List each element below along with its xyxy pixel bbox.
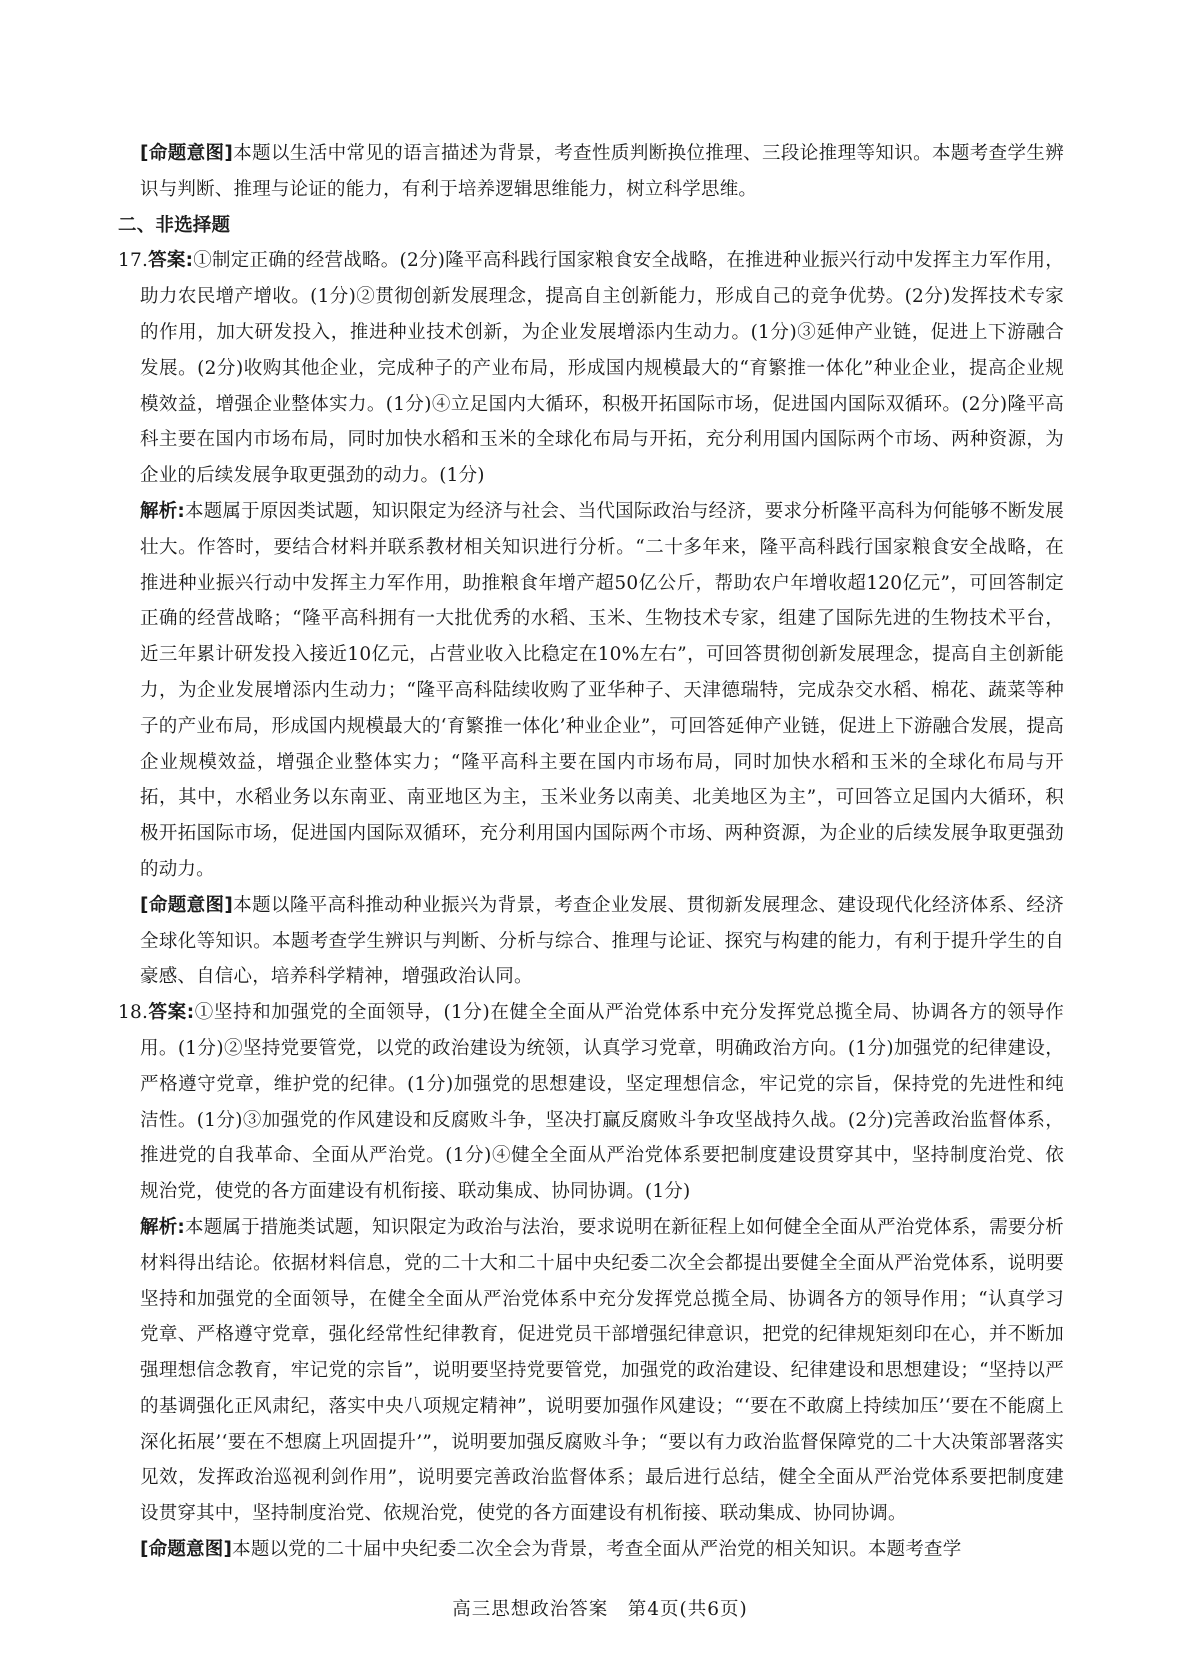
intent-label: [命题意图] [140,143,234,164]
question-number: 18. [118,1002,149,1024]
q18-answer-paragraph [118,995,1064,1210]
analysis-text: 本题属于原因类试题，知识限定为经济与社会、当代国际政治与经济，要求分析隆平高科为何能够不断发展壮大。作答时，要结合材料并联系教材相关知识进行分析。“二十多年来，隆平高科践行国家粮食安全战略，在推进种业振兴行动中发挥主力军作用，助推粮食年增产超50亿公斤，帮助农户年增收超120亿元”，可回答制定正确的经营战略；“隆平高科拥有一大批优秀的水稻、玉米、生物技术专家，组建了国际先进的生物技术平台，近三年累计研发投入接近10亿元，占营业收入比稳定在10%左右”，可回答贯彻创新发展理念，提高自主创新能力，为企业发展增添内生动力；“隆平高科陆续收购了亚华种子、天津德瑞特，完成杂交水稻、棉花、蔬菜等种子的产业布局，形成国内规模最大的‘育繁推一体化’种业企业”，可回答延伸产业链，促进上下游融合发展，提高企业规模效益，增强企业整体实力；“隆平高科主要在国内市场布局，同时加快水稻和玉米的全球化布局与开拓，其中，水稻业务以东南亚、南亚地区为主，玉米业务以南美、北美地区为主”，可回答立足国内大循环，积极开拓国际市场，促进国内国际双循环，充分利用国内国际两个市场、两种资源，为企业的后续发展争取更强劲的动力。 [140,500,1065,880]
intent-label: [命题意图] [140,894,234,916]
answer-text: ①坚持和加强党的全面领导，(1分)在健全全面从严治党体系中充分发挥党总揽全局、协调各方的领导作用。(1分)②坚持党要管党，以党的政治建设为统领，认真学习党章，明确政治方向。(1分)加强党的纪律建设，严格遵守党章，维护党的纪律。(1分)加强党的思想建设，坚定理想信念，牢记党的宗旨，保持党的先进性和纯洁性。(1分)③加强党的作风建设和反腐败斗争，坚决打赢反腐败斗争攻坚战持久战。(2分)完善政治监督体系，推进党的自我革命、全面从严治党。(1分)④健全全面从严治党体系要把制度建设贯穿其中，坚持制度治党、依规治党，使党的各方面建设有机衔接、联动集成、协同协调。(1分) [140,1002,1065,1203]
analysis-label: 解析: [140,1216,186,1238]
answer-label: 答案: [148,250,194,272]
q17-analysis-paragraph [118,494,1064,888]
answer-text: ①制定正确的经营战略。(2分)隆平高科践行国家粮食安全战略，在推进种业振兴行动中发挥主力军作用，助力农民增产增收。(1分)②贯彻创新发展理念，提高自主创新能力，形成自己的竞争优势。(2分)发挥技术专家的作用，加大研发投入，推进种业技术创新，为企业发展增添内生动力。(1分)③延伸产业链，促进上下游融合发展。(2分)收购其他企业，完成种子的产业布局，形成国内规模最大的“育繁推一体化”种业企业，提高企业规模效益，增强企业整体实力。(1分)④立足国内大循环，积极开拓国际市场，促进国内国际双循环。(2分)隆平高科主要在国内市场布局，同时加快水稻和玉米的全球化布局与开拓，充分利用国内国际两个市场、两种资源，为企业的后续发展争取更强劲的动力。(1分) [140,250,1065,487]
q18-intent-paragraph [118,1532,1064,1568]
page-content [118,136,1064,1568]
q16-intent-paragraph [118,136,1064,208]
q17-intent-paragraph [118,888,1064,995]
question-number: 17. [118,250,149,272]
intent-text: 本题以生活中常见的语言描述为背景，考查性质判断换位推理、三段论推理等知识。本题考查学生辨识与判断、推理与论证的能力，有利于培养逻辑思维能力，树立科学思维。 [140,143,1064,200]
analysis-text: 本题属于措施类试题，知识限定为政治与法治，要求说明在新征程上如何健全全面从严治党体系，需要分析材料得出结论。依据材料信息，党的二十大和二十届中央纪委二次全会都提出要健全全面从严治党体系，说明要坚持和加强党的全面领导，在健全全面从严治党体系中充分发挥党总揽全局、协调各方的领导作用；“认真学习党章、严格遵守党章，强化经常性纪律教育，促进党员干部增强纪律意识，把党的纪律规矩刻印在心，并不断加强理想信念教育，牢记党的宗旨”，说明要坚持党要管党，加强党的政治建设、纪律建设和思想建设；“坚持以严的基调强化正风肃纪，落实中央八项规定精神”，说明要加强作风建设；“‘要在不敢腐上持续加压’‘要在不能腐上深化拓展’‘要在不想腐上巩固提升’”，说明要加强反腐败斗争；“要以有力政治监督保障党的二十大决策部署落实见效，发挥政治巡视利剑作用”，说明要完善政治监督体系；最后进行总结，健全全面从严治党体系要把制度建设贯穿其中，坚持制度治党、依规治党，使党的各方面建设有机衔接、联动集成、协同协调。 [140,1216,1065,1525]
page-footer: 高三思想政治答案 第4页(共6页) [452,1599,748,1620]
q18-analysis-paragraph [118,1210,1064,1532]
question-17 [118,243,1064,995]
analysis-label: 解析: [140,500,186,522]
q17-answer-paragraph [118,243,1064,494]
intent-text: 本题以党的二十届中央纪委二次全会为背景，考查全面从严治党的相关知识。本题考查学 [232,1539,962,1561]
answer-label: 答案: [148,1002,195,1024]
intent-label: [命题意图] [140,1539,233,1561]
intent-text: 本题以隆平高科推动种业振兴为背景，考查企业发展、贯彻新发展理念、建设现代化经济体系、经济全球化等知识。本题考查学生辨识与判断、分析与综合、推理与论证、探究与构建的能力，有利于提升学生的自豪感、自信心，培养科学精神，增强政治认同。 [140,894,1064,988]
question-18 [118,995,1064,1568]
section-title: 二、非选择题 [118,214,231,236]
